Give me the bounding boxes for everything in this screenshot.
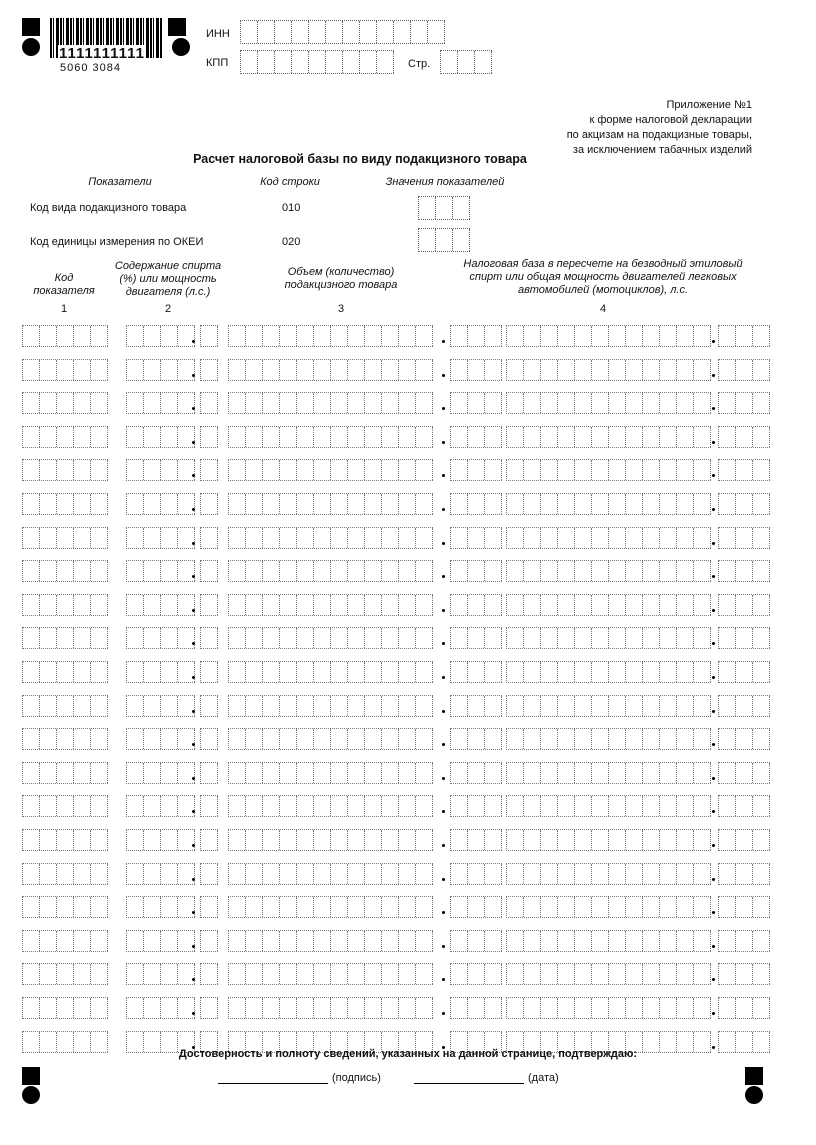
decimal-point <box>712 642 715 645</box>
indicator-code-cells[interactable] <box>22 795 108 817</box>
indicator-code-cells[interactable] <box>22 594 108 616</box>
volume-int-cells[interactable] <box>228 930 433 952</box>
input-cell[interactable] <box>428 21 445 43</box>
volume-int-cells[interactable] <box>228 627 433 649</box>
input-cell[interactable] <box>258 51 275 73</box>
kpp-label: КПП <box>206 57 229 69</box>
registration-marker-top-left-square <box>22 18 40 36</box>
taxbase-frac-cells[interactable] <box>718 459 770 481</box>
appendix-line-1: Приложение №1 <box>666 99 752 111</box>
decimal-point <box>712 878 715 881</box>
volume-int-cells[interactable] <box>228 963 433 985</box>
decimal-point <box>712 340 715 343</box>
indicator-code-cells[interactable] <box>22 896 108 918</box>
decimal-point <box>442 810 445 813</box>
decimal-point <box>442 642 445 645</box>
alcohol-frac-cells[interactable] <box>200 493 218 515</box>
volume-int-cells[interactable] <box>228 829 433 851</box>
decimal-point <box>192 945 195 948</box>
alcohol-int-cells[interactable] <box>126 527 195 549</box>
taxbase-int-cells[interactable] <box>506 997 711 1019</box>
decimal-point <box>712 441 715 444</box>
input-cell[interactable] <box>275 51 292 73</box>
volume-int-cells[interactable] <box>228 695 433 717</box>
decimal-point <box>192 844 195 847</box>
decimal-point <box>712 508 715 511</box>
volume-int-cells[interactable] <box>228 527 433 549</box>
alcohol-frac-cells[interactable] <box>200 963 218 985</box>
date-line[interactable] <box>414 1083 524 1084</box>
decimal-point <box>442 407 445 410</box>
decimal-point <box>442 743 445 746</box>
taxbase-frac-cells[interactable] <box>718 762 770 784</box>
indicator-code-cells[interactable] <box>22 661 108 683</box>
taxbase-frac-cells[interactable] <box>718 594 770 616</box>
volume-frac-cells[interactable] <box>450 493 502 515</box>
alcohol-frac-cells[interactable] <box>200 695 218 717</box>
row-code-020: 020 <box>282 236 301 248</box>
volume-int-cells[interactable] <box>228 896 433 918</box>
volume-frac-cells[interactable] <box>450 896 502 918</box>
input-cell[interactable] <box>292 21 309 43</box>
taxbase-frac-cells[interactable] <box>718 325 770 347</box>
alcohol-frac-cells[interactable] <box>200 795 218 817</box>
decimal-point <box>442 844 445 847</box>
taxbase-frac-cells[interactable] <box>718 493 770 515</box>
decimal-point <box>442 508 445 511</box>
decimal-point <box>192 340 195 343</box>
volume-frac-cells[interactable] <box>450 426 502 448</box>
column-header-indicators: Показатели <box>88 176 152 188</box>
taxbase-int-cells[interactable] <box>506 493 711 515</box>
alcohol-frac-cells[interactable] <box>200 359 218 381</box>
volume-int-cells[interactable] <box>228 325 433 347</box>
signature-block <box>218 1072 381 1084</box>
alcohol-frac-cells[interactable] <box>200 762 218 784</box>
kpp-field[interactable] <box>240 50 394 74</box>
product-type-code-field[interactable] <box>418 196 470 220</box>
decimal-point <box>192 374 195 377</box>
decimal-point <box>712 810 715 813</box>
decimal-point <box>442 878 445 881</box>
alcohol-int-cells[interactable] <box>126 829 195 851</box>
alcohol-frac-cells[interactable] <box>200 661 218 683</box>
indicator-code-cells[interactable] <box>22 728 108 750</box>
decimal-point <box>442 911 445 914</box>
page-label: Стр. <box>408 58 431 70</box>
decimal-point <box>192 676 195 679</box>
volume-int-cells[interactable] <box>228 560 433 582</box>
decimal-point <box>712 609 715 612</box>
indicator-code-cells[interactable] <box>22 829 108 851</box>
decimal-point <box>192 441 195 444</box>
decimal-point <box>442 474 445 477</box>
signature-line[interactable] <box>218 1083 328 1084</box>
input-cell[interactable] <box>458 51 475 73</box>
confirmation-statement: Достоверность и полноту сведений, указанных на данной странице, подтверждаю: <box>178 1048 638 1060</box>
volume-int-cells[interactable] <box>228 728 433 750</box>
decimal-point <box>442 710 445 713</box>
alcohol-int-cells[interactable] <box>126 863 195 885</box>
indicator-code-cells[interactable] <box>22 963 108 985</box>
input-cell[interactable] <box>360 21 377 43</box>
indicator-code-cells[interactable] <box>22 426 108 448</box>
taxbase-int-cells[interactable] <box>506 627 711 649</box>
alcohol-int-cells[interactable] <box>126 896 195 918</box>
alcohol-int-cells[interactable] <box>126 661 195 683</box>
decimal-point <box>442 609 445 612</box>
alcohol-frac-cells[interactable] <box>200 426 218 448</box>
decimal-point <box>712 978 715 981</box>
alcohol-int-cells[interactable] <box>126 762 195 784</box>
decimal-point <box>192 542 195 545</box>
taxbase-frac-cells[interactable] <box>718 392 770 414</box>
input-cell[interactable] <box>394 21 411 43</box>
barcode-number: 5060 3084 <box>60 62 121 74</box>
volume-int-cells[interactable] <box>228 426 433 448</box>
barcode-digits: 1111111111 <box>59 45 145 62</box>
volume-int-cells[interactable] <box>228 359 433 381</box>
table-column-number-3: 3 <box>337 303 345 315</box>
registration-marker-top-right-dot <box>172 38 190 56</box>
table-header-alcohol-or-power: Содержание спирта (%) или мощность двигателя (л.с.) <box>114 260 222 298</box>
taxbase-frac-cells[interactable] <box>718 896 770 918</box>
signature-label: (подпись) <box>332 1072 381 1084</box>
volume-frac-cells[interactable] <box>450 863 502 885</box>
decimal-point <box>192 1012 195 1015</box>
registration-marker-top-right-square <box>168 18 186 36</box>
registration-marker-top-left-dot <box>22 38 40 56</box>
decimal-point <box>712 945 715 948</box>
decimal-point <box>712 542 715 545</box>
input-cell[interactable] <box>309 21 326 43</box>
taxbase-frac-cells[interactable] <box>718 359 770 381</box>
table-header-tax-base: Налоговая база в пересчете на безводный этиловый спирт или общая мощность двигателей легковых автомобилей (мотоциклов), л.с. <box>463 258 743 296</box>
decimal-point <box>442 676 445 679</box>
volume-frac-cells[interactable] <box>450 963 502 985</box>
decimal-point <box>442 777 445 780</box>
taxbase-frac-cells[interactable] <box>718 829 770 851</box>
volume-int-cells[interactable] <box>228 459 433 481</box>
volume-frac-cells[interactable] <box>450 459 502 481</box>
alcohol-int-cells[interactable] <box>126 795 195 817</box>
indicator-code-cells[interactable] <box>22 459 108 481</box>
decimal-point <box>442 340 445 343</box>
taxbase-frac-cells[interactable] <box>718 795 770 817</box>
volume-frac-cells[interactable] <box>450 795 502 817</box>
decimal-point <box>712 474 715 477</box>
alcohol-int-cells[interactable] <box>126 695 195 717</box>
alcohol-int-cells[interactable] <box>126 728 195 750</box>
row-label-okei-unit-code: Код единицы измерения по ОКЕИ <box>30 236 204 248</box>
alcohol-frac-cells[interactable] <box>200 930 218 952</box>
table-header-indicator-code: Код показателя <box>33 272 95 297</box>
taxbase-int-cells[interactable] <box>506 459 711 481</box>
alcohol-frac-cells[interactable] <box>200 997 218 1019</box>
input-cell[interactable] <box>453 197 470 219</box>
column-header-values: Значения показателей <box>385 176 505 188</box>
taxbase-frac-cells[interactable] <box>718 527 770 549</box>
input-cell[interactable] <box>326 51 343 73</box>
row-code-010: 010 <box>282 202 301 214</box>
volume-int-cells[interactable] <box>228 594 433 616</box>
input-cell[interactable] <box>411 21 428 43</box>
taxbase-frac-cells[interactable] <box>718 426 770 448</box>
volume-frac-cells[interactable] <box>450 560 502 582</box>
decimal-point <box>712 676 715 679</box>
input-cell[interactable] <box>419 197 436 219</box>
decimal-point <box>442 441 445 444</box>
taxbase-int-cells[interactable] <box>506 325 711 347</box>
page-title: Расчет налоговой базы по виду подакцизного товара <box>193 152 527 166</box>
volume-frac-cells[interactable] <box>450 661 502 683</box>
volume-frac-cells[interactable] <box>450 392 502 414</box>
indicator-code-cells[interactable] <box>22 695 108 717</box>
taxbase-int-cells[interactable] <box>506 695 711 717</box>
alcohol-frac-cells[interactable] <box>200 863 218 885</box>
taxbase-frac-cells[interactable] <box>718 930 770 952</box>
alcohol-int-cells[interactable] <box>126 997 195 1019</box>
volume-int-cells[interactable] <box>228 863 433 885</box>
date-label: (дата) <box>528 1072 559 1084</box>
input-cell[interactable] <box>326 21 343 43</box>
taxbase-int-cells[interactable] <box>506 795 711 817</box>
input-cell[interactable] <box>377 21 394 43</box>
decimal-point <box>192 777 195 780</box>
indicator-code-cells[interactable] <box>22 325 108 347</box>
okei-unit-code-field[interactable] <box>418 228 470 252</box>
alcohol-int-cells[interactable] <box>126 325 195 347</box>
taxbase-frac-cells[interactable] <box>718 695 770 717</box>
decimal-point <box>712 710 715 713</box>
input-cell[interactable] <box>453 229 470 251</box>
alcohol-int-cells[interactable] <box>126 392 195 414</box>
taxbase-frac-cells[interactable] <box>718 661 770 683</box>
alcohol-int-cells[interactable] <box>126 493 195 515</box>
decimal-point <box>442 575 445 578</box>
decimal-point <box>192 609 195 612</box>
taxbase-int-cells[interactable] <box>506 661 711 683</box>
alcohol-int-cells[interactable] <box>126 930 195 952</box>
alcohol-frac-cells[interactable] <box>200 627 218 649</box>
taxbase-int-cells[interactable] <box>506 426 711 448</box>
input-cell[interactable] <box>241 21 258 43</box>
appendix-line-4: за исключением табачных изделий <box>572 144 752 156</box>
volume-int-cells[interactable] <box>228 493 433 515</box>
alcohol-int-cells[interactable] <box>126 560 195 582</box>
decimal-point <box>712 575 715 578</box>
row-label-product-type-code: Код вида подакцизного товара <box>30 202 187 214</box>
taxbase-frac-cells[interactable] <box>718 863 770 885</box>
decimal-point <box>192 878 195 881</box>
alcohol-frac-cells[interactable] <box>200 896 218 918</box>
taxbase-int-cells[interactable] <box>506 896 711 918</box>
indicator-code-cells[interactable] <box>22 863 108 885</box>
input-cell[interactable] <box>377 51 394 73</box>
taxbase-frac-cells[interactable] <box>718 728 770 750</box>
taxbase-frac-cells[interactable] <box>718 560 770 582</box>
taxbase-int-cells[interactable] <box>506 863 711 885</box>
alcohol-int-cells[interactable] <box>126 459 195 481</box>
input-cell[interactable] <box>441 51 458 73</box>
input-cell[interactable] <box>436 229 453 251</box>
volume-int-cells[interactable] <box>228 661 433 683</box>
input-cell[interactable] <box>241 51 258 73</box>
volume-frac-cells[interactable] <box>450 762 502 784</box>
volume-frac-cells[interactable] <box>450 728 502 750</box>
alcohol-frac-cells[interactable] <box>200 392 218 414</box>
volume-frac-cells[interactable] <box>450 930 502 952</box>
decimal-point <box>192 508 195 511</box>
registration-marker-bottom-right-dot <box>745 1086 763 1104</box>
taxbase-int-cells[interactable] <box>506 963 711 985</box>
alcohol-frac-cells[interactable] <box>200 829 218 851</box>
taxbase-int-cells[interactable] <box>506 762 711 784</box>
decimal-point <box>442 1012 445 1015</box>
input-cell[interactable] <box>436 197 453 219</box>
table-column-number-2: 2 <box>164 303 172 315</box>
decimal-point <box>442 374 445 377</box>
decimal-point <box>712 743 715 746</box>
table-column-number-4: 4 <box>599 303 607 315</box>
input-cell[interactable] <box>275 21 292 43</box>
volume-frac-cells[interactable] <box>450 829 502 851</box>
taxbase-int-cells[interactable] <box>506 359 711 381</box>
indicator-code-cells[interactable] <box>22 762 108 784</box>
taxbase-int-cells[interactable] <box>506 594 711 616</box>
taxbase-int-cells[interactable] <box>506 728 711 750</box>
alcohol-int-cells[interactable] <box>126 963 195 985</box>
alcohol-int-cells[interactable] <box>126 594 195 616</box>
registration-marker-bottom-left-dot <box>22 1086 40 1104</box>
indicator-code-cells[interactable] <box>22 527 108 549</box>
input-cell[interactable] <box>475 51 492 73</box>
alcohol-frac-cells[interactable] <box>200 560 218 582</box>
alcohol-int-cells[interactable] <box>126 359 195 381</box>
volume-frac-cells[interactable] <box>450 325 502 347</box>
date-block <box>414 1072 559 1084</box>
input-cell[interactable] <box>360 51 377 73</box>
indicator-code-cells[interactable] <box>22 392 108 414</box>
alcohol-frac-cells[interactable] <box>200 728 218 750</box>
input-cell[interactable] <box>258 21 275 43</box>
taxbase-frac-cells[interactable] <box>718 627 770 649</box>
volume-frac-cells[interactable] <box>450 527 502 549</box>
page-number-field[interactable] <box>440 50 492 74</box>
taxbase-int-cells[interactable] <box>506 392 711 414</box>
decimal-point <box>442 978 445 981</box>
taxbase-int-cells[interactable] <box>506 527 711 549</box>
input-cell[interactable] <box>343 21 360 43</box>
taxbase-frac-cells[interactable] <box>718 997 770 1019</box>
indicator-code-cells[interactable] <box>22 930 108 952</box>
inn-field[interactable] <box>240 20 445 44</box>
volume-frac-cells[interactable] <box>450 627 502 649</box>
volume-int-cells[interactable] <box>228 392 433 414</box>
volume-int-cells[interactable] <box>228 762 433 784</box>
indicator-code-cells[interactable] <box>22 493 108 515</box>
alcohol-int-cells[interactable] <box>126 426 195 448</box>
taxbase-int-cells[interactable] <box>506 930 711 952</box>
input-cell[interactable] <box>419 229 436 251</box>
indicator-code-cells[interactable] <box>22 359 108 381</box>
decimal-point <box>712 1012 715 1015</box>
volume-int-cells[interactable] <box>228 997 433 1019</box>
input-cell[interactable] <box>343 51 360 73</box>
table-column-number-1: 1 <box>60 303 68 315</box>
volume-frac-cells[interactable] <box>450 594 502 616</box>
input-cell[interactable] <box>309 51 326 73</box>
volume-int-cells[interactable] <box>228 795 433 817</box>
decimal-point <box>712 407 715 410</box>
alcohol-frac-cells[interactable] <box>200 325 218 347</box>
alcohol-int-cells[interactable] <box>126 627 195 649</box>
appendix-line-2: к форме налоговой декларации <box>589 114 752 126</box>
volume-frac-cells[interactable] <box>450 997 502 1019</box>
volume-frac-cells[interactable] <box>450 359 502 381</box>
decimal-point <box>442 945 445 948</box>
indicator-code-cells[interactable] <box>22 560 108 582</box>
alcohol-frac-cells[interactable] <box>200 459 218 481</box>
alcohol-frac-cells[interactable] <box>200 527 218 549</box>
indicator-code-cells[interactable] <box>22 627 108 649</box>
indicator-code-cells[interactable] <box>22 997 108 1019</box>
taxbase-int-cells[interactable] <box>506 829 711 851</box>
inn-label: ИНН <box>206 28 230 40</box>
decimal-point <box>442 542 445 545</box>
taxbase-int-cells[interactable] <box>506 560 711 582</box>
registration-marker-bottom-left-square <box>22 1067 40 1085</box>
registration-marker-bottom-right-square <box>745 1067 763 1085</box>
taxbase-frac-cells[interactable] <box>718 963 770 985</box>
decimal-point <box>192 710 195 713</box>
table-header-volume: Объем (количество) подакцизного товара <box>284 266 398 291</box>
decimal-point <box>712 911 715 914</box>
appendix-line-3: по акцизам на подакцизные товары, <box>566 129 752 141</box>
decimal-point <box>712 374 715 377</box>
decimal-point <box>712 777 715 780</box>
input-cell[interactable] <box>292 51 309 73</box>
alcohol-frac-cells[interactable] <box>200 594 218 616</box>
volume-frac-cells[interactable] <box>450 695 502 717</box>
column-header-line-code: Код строки <box>260 176 320 188</box>
appendix-note <box>567 98 752 158</box>
decimal-point <box>712 844 715 847</box>
